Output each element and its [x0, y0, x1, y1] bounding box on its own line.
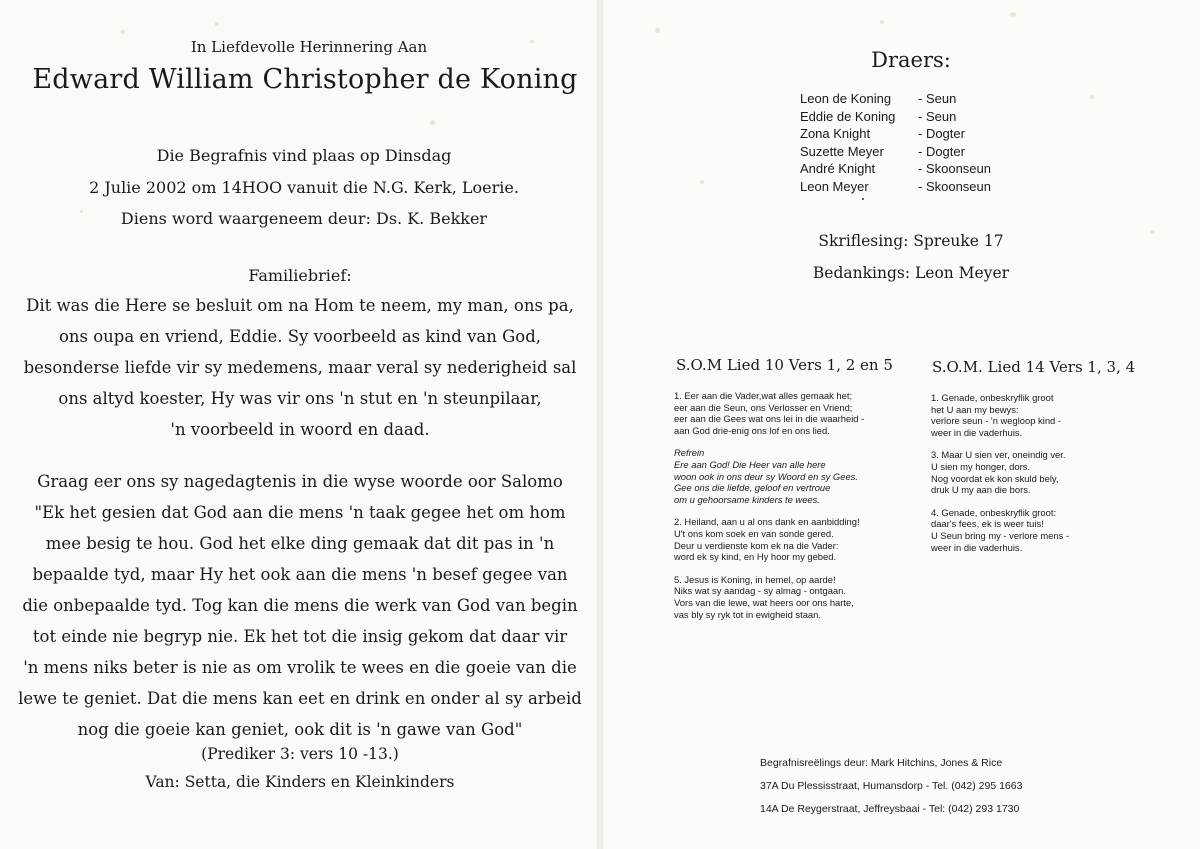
- letter-line: 'n voorbeeld in woord en daad.: [170, 420, 430, 439]
- hymn-line: druk U my aan die bors.: [931, 484, 1031, 496]
- paper-speck: [1090, 95, 1094, 99]
- bearer-relation: - Seun: [918, 108, 957, 124]
- hymn-line: vas bly sy ryk tot in ewigheid staan.: [674, 608, 821, 620]
- hymn-line: weer in die vaderhuis.: [931, 426, 1023, 438]
- bearer-name: Zona Knight: [800, 126, 871, 141]
- bearer-relation: - Dogter: [918, 126, 965, 141]
- deceased-name: Edward William Christopher de Koning: [32, 64, 578, 95]
- hymn-line: weer in die vaderhuis.: [931, 541, 1023, 553]
- hymn-line: aan God drie-enig ons lof en ons lied.: [674, 424, 830, 436]
- hymn-line: Nog voordat ek kon skuld bely,: [931, 472, 1059, 484]
- hymn-stanza: [674, 516, 864, 562]
- thanks-line: Bedankings: Leon Meyer: [812, 264, 1010, 282]
- bearer-relation: - Skoonseun: [918, 178, 991, 194]
- letter-line: Dit was die Here se besluit om na Hom te neem, my man, ons pa,: [26, 296, 574, 315]
- bearer-relation: - Dogter: [918, 143, 965, 159]
- hymn-line: 2. Heiland, aan u al ons dank en aanbidding!: [674, 516, 860, 528]
- hymn-line: 1. Genade, onbeskryflik groot: [931, 392, 1054, 403]
- bearer-name: Suzette Meyer: [800, 143, 884, 159]
- service-line: Die Begrafnis vind plaas op Dinsdag: [156, 146, 452, 165]
- hymn-line: 5. Jesus is Koning, in hemel, op aarde!: [674, 573, 836, 585]
- hymn-stanza: [931, 392, 1069, 438]
- bearer-name: Eddie de Koning: [800, 108, 896, 124]
- bearer-name: André Knight: [800, 161, 876, 176]
- hymn-line: Deur u verdienste kom ek na die Vader:: [674, 539, 839, 551]
- hymn-refrain: [674, 447, 864, 505]
- hymn-stanza: [931, 507, 1069, 553]
- hymn-1-text: [674, 390, 864, 631]
- memorial-intro: In Liefdevolle Herinnering Aan: [190, 38, 428, 56]
- hymn-stanza: [931, 449, 1069, 495]
- hymn-line: verlore seun - 'n wegloop kind -: [931, 415, 1061, 427]
- hymn-stanza: [674, 390, 864, 436]
- hymn-line: word ek sy kind, en Hy hoor my gebed.: [674, 551, 837, 563]
- hymn-2-text: [931, 392, 1069, 564]
- service-line: 2 Julie 2002 om 14HOO vanuit die N.G. Kerk, Loerie.: [89, 178, 519, 197]
- paper-speck: [880, 20, 884, 24]
- hymn-line: 4. Genade, onbeskryflik groot:: [931, 506, 1057, 518]
- letter-line: die onbepaalde tyd. Tog kan die mens die werk van God van begin: [22, 596, 578, 615]
- letter-line: ons oupa en vriend, Eddie. Sy voorbeeld as kind van God,: [58, 327, 542, 346]
- bearer-relation: - Skoonseun: [918, 161, 991, 176]
- bearers-title: Draers:: [871, 48, 951, 72]
- hymn-line: eer aan die Seun, ons Verlosser en Vriend;: [674, 401, 853, 413]
- service-line: Diens word waargeneem deur: Ds. K. Bekker: [120, 209, 488, 228]
- hymn-line: U Seun bring my - verlore mens -: [931, 529, 1070, 541]
- paper-speck: [1150, 230, 1155, 234]
- bearer-name: Leon de Koning: [800, 91, 892, 106]
- hymn-line: Ere aan God! Die Heer van alle here: [674, 458, 826, 470]
- stray-dot: [862, 198, 864, 200]
- family-letter-heading: Familiebrief:: [248, 266, 352, 285]
- letter-line: bepaalde tyd, maar Hy het ook aan die mens 'n besef gegee van: [32, 565, 568, 584]
- hymn-line: 3. Maar U sien ver, oneindig ver.: [931, 449, 1066, 461]
- funeral-director: Begrafnisreëlings deur: Mark Hitchins, Jones & Rice: [760, 757, 1003, 769]
- hymn-stanza: [674, 574, 864, 620]
- scripture-reading: Skriflesing: Spreuke 17: [818, 232, 1004, 250]
- paper-speck: [215, 22, 219, 26]
- hymn-1-title: S.O.M Lied 10 Vers 1, 2 en 5: [676, 356, 893, 374]
- hymn-line: Niks wat sy aandag - sy almag - ontgaan.: [674, 585, 846, 597]
- paper-speck: [1010, 12, 1016, 17]
- letter-line: besonderse liefde vir sy medemens, maar veral sy nederigheid sal: [23, 358, 577, 377]
- paper-speck: [120, 30, 125, 34]
- hymn-line: Refrein: [674, 447, 705, 459]
- paper-speck: [430, 120, 435, 125]
- hymn-line: U sien my honger, dors.: [931, 460, 1031, 472]
- hymn-line: eer aan die Gees wat ons lei in die waarheid -: [674, 413, 865, 425]
- scripture-reference: (Prediker 3: vers 10 -13.): [201, 745, 399, 763]
- letter-line: Graag eer ons sy nagedagtenis in die wyse woorde oor Salomo: [37, 472, 563, 491]
- hymn-line: woon ook in ons deur sy Woord en sy Gees.: [674, 470, 858, 482]
- bearer-name: Leon Meyer: [800, 178, 869, 194]
- letter-line: ons altyd koester, Hy was vir ons 'n stut en 'n steunpilaar,: [58, 389, 542, 408]
- letter-line: 'n mens niks beter is nie as om vrolik te wees en die goeie van die: [23, 658, 577, 677]
- hymn-line: het U aan my bewys:: [931, 403, 1019, 415]
- office-address-1: 37A Du Plessisstraat, Humansdorp - Tel. (042) 295 1663: [760, 780, 1023, 792]
- letter-signature: Van: Setta, die Kinders en Kleinkinders: [145, 773, 455, 791]
- paper-speck: [655, 28, 660, 33]
- bearer-relation: - Seun: [918, 91, 957, 106]
- hymn-2-title: S.O.M. Lied 14 Vers 1, 3, 4: [932, 358, 1136, 376]
- paper-speck: [700, 180, 704, 184]
- hymn-line: om u gehoorsame kinders te wees.: [674, 493, 820, 505]
- hymn-line: daar's fees, ek is weer tuis!: [931, 518, 1044, 530]
- letter-line: tot einde nie begryp nie. Ek het tot die insig gekom dat daar vir: [32, 627, 568, 646]
- office-address-2: 14A De Reygerstraat, Jeffreysbaai - Tel: (042) 293 1730: [760, 803, 1020, 815]
- letter-line: nog die goeie kan geniet, ook dit is 'n gawe van God": [77, 720, 523, 739]
- hymn-line: Gee ons die liefde, geloof en vertroue: [674, 482, 831, 494]
- hymn-line: Vors van die lewe, wat heers oor ons harte,: [674, 596, 854, 608]
- letter-line: lewe te geniet. Dat die mens kan eet en drink en onder al sy arbeid: [18, 689, 582, 708]
- letter-line: mee besig te hou. God het elke ding gemaak dat dit pas in 'n: [45, 534, 555, 553]
- hymn-line: 1. Eer aan die Vader,wat alles gemaak het;: [674, 390, 853, 401]
- hymn-line: U't ons kom soek en van sonde gered.: [674, 527, 834, 539]
- letter-line: "Ek het gesien dat God aan die mens 'n taak gegee het om hom: [34, 503, 566, 522]
